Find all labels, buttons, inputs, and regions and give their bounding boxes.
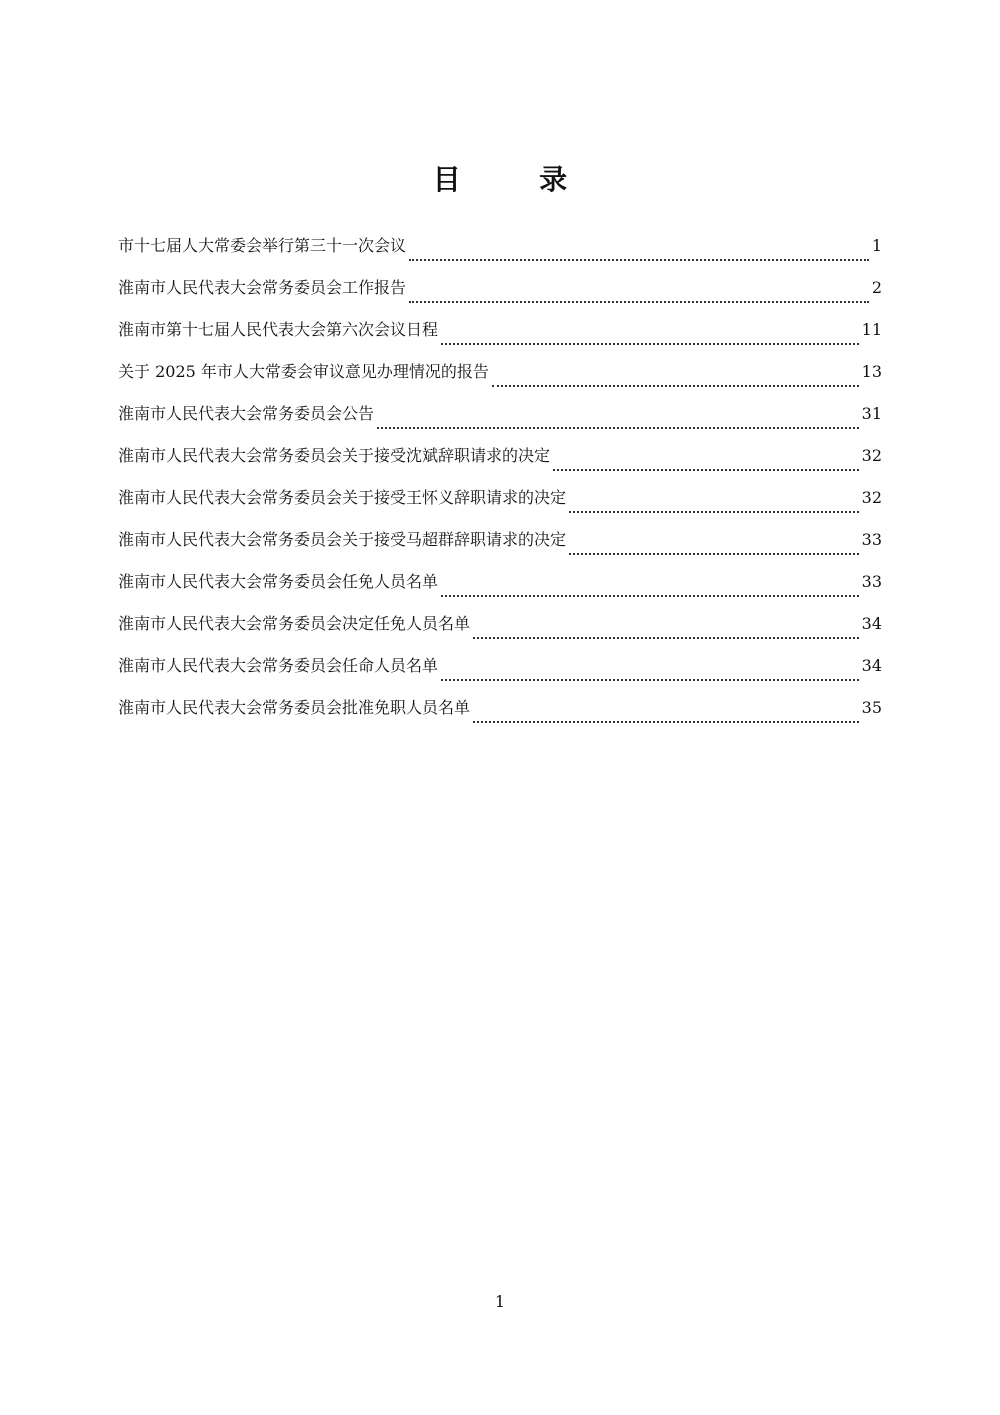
toc-entry-page: 35 [861,698,882,717]
dot-leader [473,636,859,639]
dot-leader [409,258,869,261]
toc-entry-page: 34 [861,656,882,675]
toc-entry[interactable] [118,694,882,736]
toc-entry[interactable] [118,484,882,526]
toc-entry-title: 淮南市人民代表大会常务委员会任命人员名单 [118,656,439,675]
toc-entry[interactable] [118,610,882,652]
toc-entry-page: 32 [861,488,882,507]
dot-leader [441,342,859,345]
toc-entry-page: 32 [861,446,882,465]
toc-entry[interactable] [118,316,882,358]
toc-entry[interactable] [118,400,882,442]
dot-leader [409,300,869,303]
toc-entry-title: 市十七届人大常委会举行第三十一次会议 [118,236,407,255]
toc-title: 目 录 [432,163,593,196]
toc-entry-page: 1 [871,236,882,255]
toc-entry-page: 34 [861,614,882,633]
toc-entry-page: 13 [861,362,882,381]
toc-entry-title: 淮南市人民代表大会常务委员会批准免职人员名单 [118,698,471,717]
toc-entry-title: 淮南市人民代表大会常务委员会关于接受沈斌辞职请求的决定 [118,446,551,465]
toc-entry-page: 2 [871,278,882,297]
toc-entry-title: 淮南市人民代表大会常务委员会关于接受马超群辞职请求的决定 [118,530,567,549]
toc-entry-title: 淮南市人民代表大会常务委员会任免人员名单 [118,572,439,591]
toc-entry[interactable] [118,358,882,400]
toc-entry-page: 11 [861,320,882,339]
toc-entry-title: 关于 2025 年市人大常委会审议意见办理情况的报告 [118,362,489,381]
toc-entry[interactable] [118,652,882,694]
toc-entry-page: 31 [861,404,882,423]
toc-entry-title: 淮南市人民代表大会常务委员会决定任免人员名单 [118,614,471,633]
page-number: 1 [494,1292,506,1311]
toc-entry-page: 33 [861,572,882,591]
toc-entry-page: 33 [861,530,882,549]
dot-leader [377,426,859,429]
dot-leader [569,552,859,555]
toc-list [118,232,882,736]
toc-entry[interactable] [118,232,882,274]
dot-leader [492,384,859,387]
dot-leader [473,720,859,723]
toc-entry[interactable] [118,526,882,568]
dot-leader [441,678,859,681]
dot-leader [441,594,859,597]
dot-leader [569,510,859,513]
toc-entry-title: 淮南市第十七届人民代表大会第六次会议日程 [118,320,439,339]
toc-entry[interactable] [118,274,882,316]
toc-entry-title: 淮南市人民代表大会常务委员会公告 [118,404,375,423]
toc-entry[interactable] [118,568,882,610]
toc-entry-title: 淮南市人民代表大会常务委员会关于接受王怀义辞职请求的决定 [118,488,567,507]
toc-entry[interactable] [118,442,882,484]
toc-entry-title: 淮南市人民代表大会常务委员会工作报告 [118,278,407,297]
dot-leader [553,468,859,471]
